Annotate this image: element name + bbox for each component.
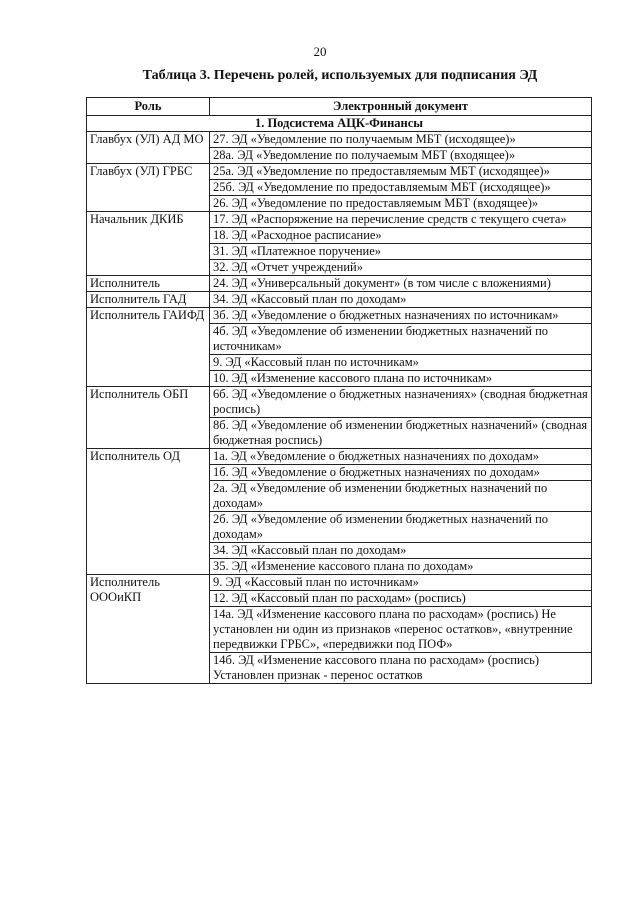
document-cell: 1а. ЭД «Уведомление о бюджетных назначениях по доходам»: [210, 449, 592, 465]
table-header-row: [87, 98, 592, 116]
document-cell: 26. ЭД «Уведомление по предоставляемым МБТ (входящее)»: [210, 196, 592, 212]
document-cell: 10. ЭД «Изменение кассового плана по источникам»: [210, 371, 592, 387]
page-number: 20: [313, 44, 327, 59]
document-cell: 6б. ЭД «Уведомление о бюджетных назначениях» (сводная бюджетная роспись): [210, 387, 592, 418]
column-header-role: Роль: [87, 98, 210, 116]
table-title: Таблица 3. Перечень ролей, используемых для подписания ЭД: [142, 68, 538, 83]
table-row: [87, 212, 592, 228]
table-row: [87, 132, 592, 148]
subsystem-row: [87, 116, 592, 132]
document-cell: 14а. ЭД «Изменение кассового плана по расходам» (роспись) Не установлен ни один из признаков «перенос остатков», «внутренние передвижки ГРБС», «передвижки под ПОФ»: [210, 607, 592, 653]
role-cell: Главбух (УЛ) ГРБС: [87, 164, 210, 212]
role-cell: Главбух (УЛ) АД МО: [87, 132, 210, 164]
document-cell: 25б. ЭД «Уведомление по предоставляемым МБТ (исходящее)»: [210, 180, 592, 196]
document-cell: 24. ЭД «Универсальный документ» (в том числе с вложениями): [210, 276, 592, 292]
document-cell: 4б. ЭД «Уведомление об изменении бюджетных назначений по источникам»: [210, 324, 592, 355]
role-cell: Начальник ДКИБ: [87, 212, 210, 276]
document-cell: 34. ЭД «Кассовый план по доходам»: [210, 292, 592, 308]
document-cell: 8б. ЭД «Уведомление об изменении бюджетных назначений» (сводная бюджетная роспись): [210, 418, 592, 449]
roles-table: [86, 97, 592, 684]
document-cell: 1б. ЭД «Уведомление о бюджетных назначениях по доходам»: [210, 465, 592, 481]
column-header-document: Электронный документ: [210, 98, 592, 116]
document-cell: 2а. ЭД «Уведомление об изменении бюджетных назначений по доходам»: [210, 481, 592, 512]
document-cell: 9. ЭД «Кассовый план по источникам»: [210, 355, 592, 371]
document-cell: 3б. ЭД «Уведомление о бюджетных назначениях по источникам»: [210, 308, 592, 324]
role-cell: Исполнитель ОООиКП: [87, 575, 210, 684]
document-cell: 2б. ЭД «Уведомление об изменении бюджетных назначений по доходам»: [210, 512, 592, 543]
role-cell: Исполнитель ОБП: [87, 387, 210, 449]
document-cell: 31. ЭД «Платежное поручение»: [210, 244, 592, 260]
table-row: [87, 276, 592, 292]
role-cell: Исполнитель ОД: [87, 449, 210, 575]
document-cell: 28а. ЭД «Уведомление по получаемым МБТ (входящее)»: [210, 148, 592, 164]
document-cell: 14б. ЭД «Изменение кассового плана по расходам» (роспись) Установлен признак - перенос остатков: [210, 653, 592, 684]
document-cell: 34. ЭД «Кассовый план по доходам»: [210, 543, 592, 559]
document-cell: 27. ЭД «Уведомление по получаемым МБТ (исходящее)»: [210, 132, 592, 148]
document-cell: 18. ЭД «Расходное расписание»: [210, 228, 592, 244]
document-cell: 32. ЭД «Отчет учреждений»: [210, 260, 592, 276]
table-row: [87, 449, 592, 465]
role-cell: Исполнитель ГАД: [87, 292, 210, 308]
table-row: [87, 164, 592, 180]
table-row: [87, 575, 592, 591]
document-cell: 35. ЭД «Изменение кассового плана по доходам»: [210, 559, 592, 575]
table-body: [87, 116, 592, 684]
role-cell: Исполнитель: [87, 276, 210, 292]
role-cell: Исполнитель ГАИФД: [87, 308, 210, 387]
document-cell: 9. ЭД «Кассовый план по источникам»: [210, 575, 592, 591]
document-cell: 12. ЭД «Кассовый план по расходам» (роспись): [210, 591, 592, 607]
table-row: [87, 387, 592, 418]
table-row: [87, 308, 592, 324]
document-cell: 25а. ЭД «Уведомление по предоставляемым МБТ (исходящее)»: [210, 164, 592, 180]
subsystem-heading: 1. Подсистема АЦК-Финансы: [87, 116, 592, 132]
table-row: [87, 292, 592, 308]
document-cell: 17. ЭД «Распоряжение на перечисление средств с текущего счета»: [210, 212, 592, 228]
